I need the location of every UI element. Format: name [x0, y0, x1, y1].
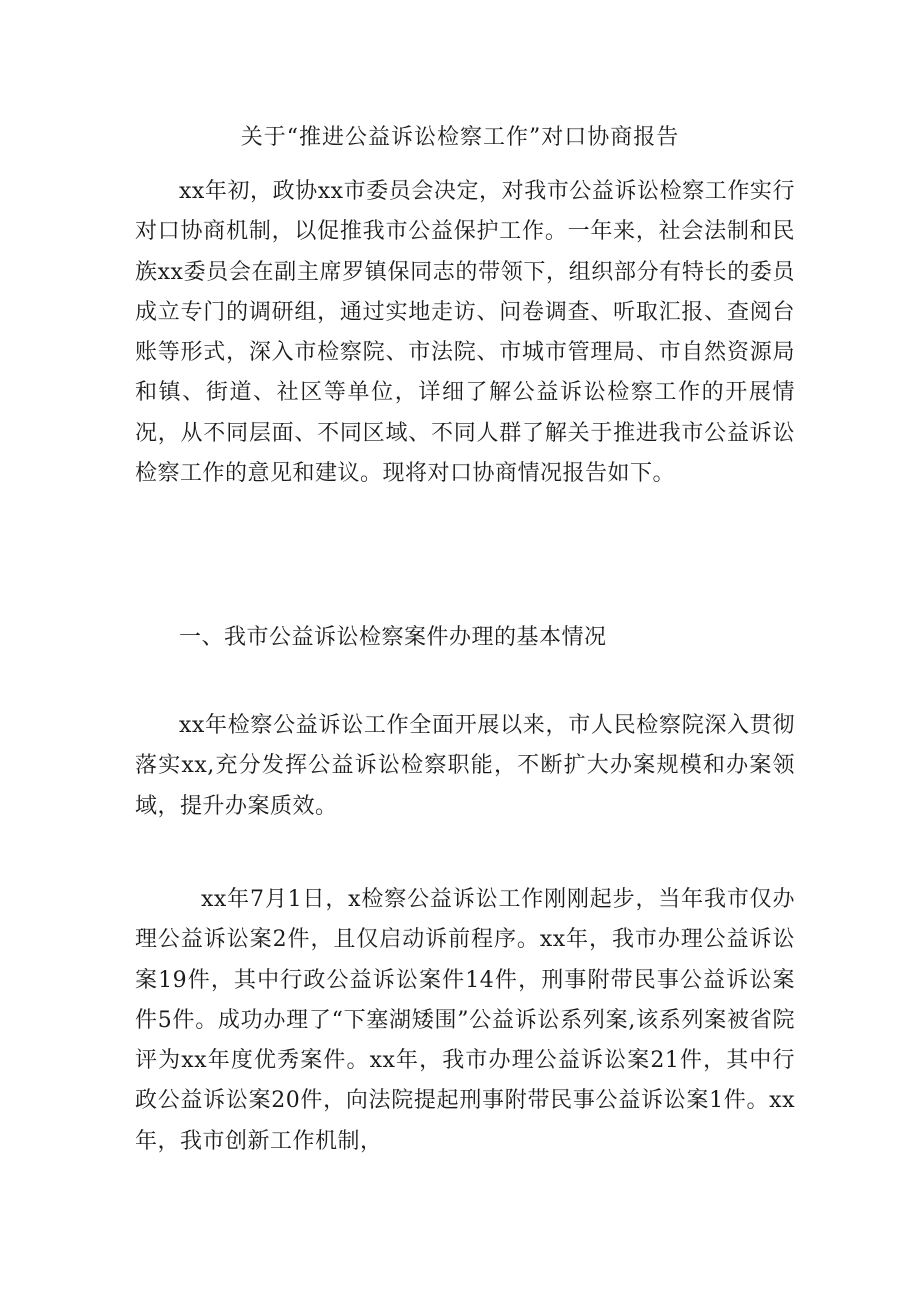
section-heading: 一、我市公益诉讼检察案件办理的基本情况 — [179, 625, 607, 650]
body-paragraph: xx年7月1日，x检察公益诉讼工作刚刚起步，当年我市仅办理公益诉讼案2件，且仅启动诉前程序。xx年，我市办理公益诉讼案19件，其中行政公益诉讼案件14件，刑事附带民事公益诉讼案件5件。成功办理了“下塞湖矮围”公益诉讼系列案,该系列案被省院评为xx年度优秀案件。xx年，我市办理公益诉讼案21件，其中行政公益诉讼案20件，向法院提起刑事附带民事公益诉讼案1件。xx年，我市创新工作机制， — [135, 887, 795, 1154]
intro-paragraph: xx年初，政协xx市委员会决定，对我市公益诉讼检察工作实行对口协商机制，以促推我市公益保护工作。一年来，社会法制和民族xx委员会在副主席罗镇保同志的带领下，组织部分有特长的委员成立专门的调研组，通过实地走访、问卷调查、听取汇报、查阅台账等形式，深入市检察院、市法院、市城市管理局、市自然资源局和镇、街道、社区等单位，详细了解公益诉讼检察工作的开展情况，从不同层面、不同区域、不同人群了解关于推进我市公益诉讼检察工作的意见和建议。现将对口协商情况报告如下。 — [135, 179, 795, 487]
document-title: 关于“推进公益诉讼检察工作”对口协商报告 — [240, 125, 680, 150]
body-paragraph: xx年检察公益诉讼工作全面开展以来，市人民检察院深入贯彻落实xx,充分发挥公益诉讼检察职能，不断扩大办案规模和办案领域，提升办案质效。 — [135, 713, 795, 819]
